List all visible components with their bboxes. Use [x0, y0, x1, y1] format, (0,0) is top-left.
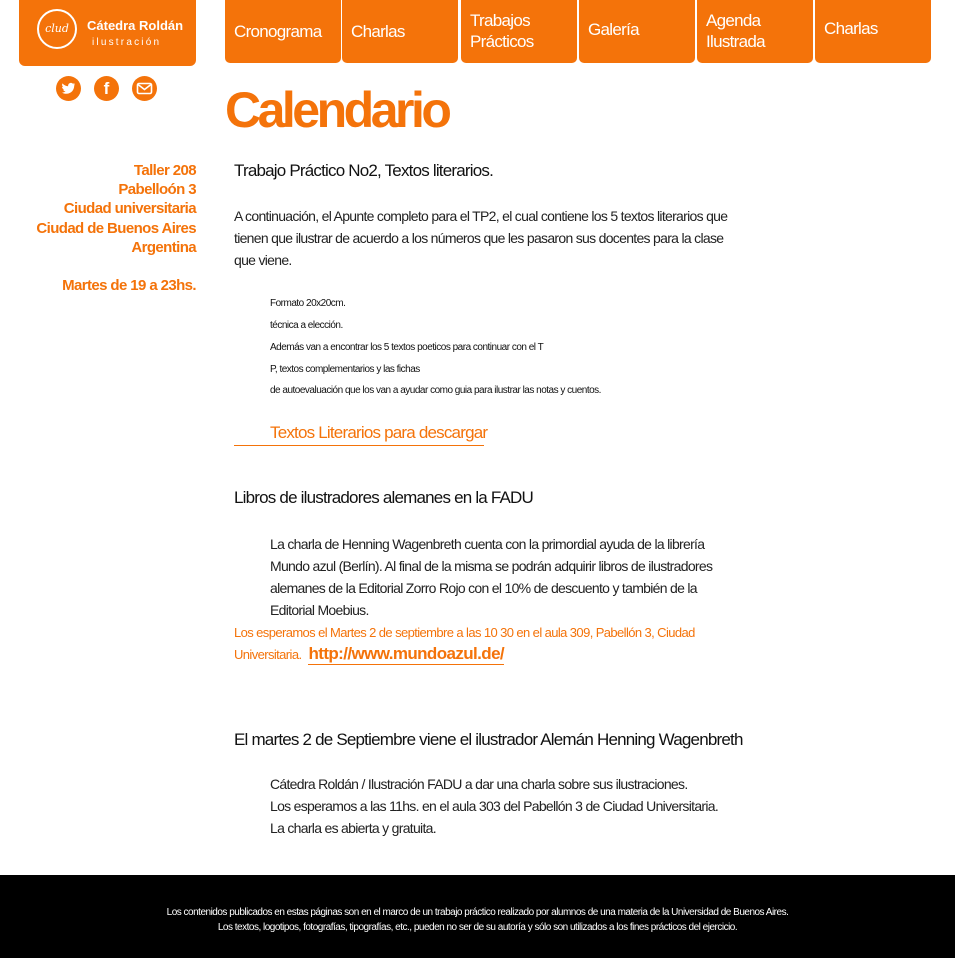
twitter-icon[interactable] [56, 76, 81, 101]
post-line: Los esperamos a las 11hs. en el aula 303 del Pabellón 3 de Ciudad Universitaria. [270, 798, 719, 814]
address-line: Taller 208 [133, 162, 196, 179]
tab-label: Agenda Ilustrada [706, 11, 765, 51]
page-title: Calendario [225, 82, 449, 138]
post-body: La charla de Henning Wagenbreth cuenta con la primordial ayuda de la librería Mundo azul (Berlín). Al final de la misma se podrán adquirir libros de ilustradores alemanes de la Editorial Zorro Rojo con el 10% de descuento y también de la Editorial Moebius. [270, 536, 713, 618]
address-line: Ciudad universitaria [63, 200, 196, 217]
post-line: La charla es abierta y gratuita. [270, 820, 436, 836]
tab-label: Charlas [824, 19, 878, 38]
footer-line: Los textos, logotipos, fotografías, tipografías, etc., pueden no ser de su autoría y sólo son utilizados a los fines prácticos del ejercicio. [217, 922, 738, 933]
post-body: A continuación, el Apunte completo para el TP2, el cual contiene los 5 textos literarios que tienen que ilustrar de acuerdo a los números que les pasaron sus docentes para la clase que viene. [234, 208, 728, 268]
post-title: El martes 2 de Septiembre viene el ilustrador Alemán Henning Wagenbreth [234, 730, 743, 749]
post-detail: Además van a encontrar los 5 textos poeticos para continuar con el T [270, 342, 544, 353]
tab-label: Galería [588, 20, 639, 39]
address-line: Argentina [131, 239, 196, 256]
post-note [234, 622, 729, 665]
post-detail: P, textos complementarios y las fichas [270, 364, 420, 375]
post-detail: de autoevaluación que los van a ayudar como guia para ilustrar las notas y cuentos. [270, 385, 601, 396]
logo-monogram: clud [37, 9, 77, 49]
brand-logo[interactable] [19, 0, 196, 66]
brand-title: Cátedra Roldán [87, 18, 184, 33]
mail-icon[interactable] [132, 76, 157, 101]
note-text: Los esperamos el Martes 2 de septiembre a las 10 30 en el aula 309, Pabellón 3, Ciudad Universitaria. [234, 625, 695, 662]
download-link[interactable]: Textos Literarios para descargar [234, 423, 484, 446]
tab-label: Charlas [351, 22, 405, 41]
post-title: Libros de ilustradores alemanes en la FADU [234, 488, 534, 507]
post-title: Trabajo Práctico No2, Textos literarios. [234, 161, 494, 180]
tab-label: Trabajos Prácticos [470, 11, 534, 51]
post-line: Cátedra Roldán / Ilustración FADU a dar una charla sobre sus ilustraciones. [270, 776, 688, 792]
tab-trabajos-practicos[interactable] [461, 0, 577, 63]
external-link[interactable]: http://www.mundoazul.de/ [308, 644, 505, 663]
tab-galeria[interactable] [579, 0, 695, 63]
address-line: Pabelloón 3 [118, 181, 196, 198]
address-line: Ciudad de Buenos Aires [36, 220, 196, 237]
tab-label: Cronograma [234, 22, 322, 41]
tab-cronograma[interactable] [225, 0, 341, 63]
schedule-text: Martes de 19 a 23hs. [62, 277, 196, 294]
tab-agenda-ilustrada[interactable] [697, 0, 813, 63]
footer-line: Los contenidos publicados en estas páginas son en el marco de un trabajo práctico realizado por alumnos de una materia de la Universidad de Buenos Aires. [166, 907, 789, 918]
tab-charlas[interactable] [342, 0, 458, 63]
post-detail: técnica a elección. [270, 320, 343, 331]
post-detail: Formato 20x20cm. [270, 298, 346, 309]
tab-charlas-2[interactable] [815, 0, 931, 63]
brand-subtitle: ilustración [92, 37, 162, 48]
footer [0, 875, 955, 958]
facebook-icon[interactable]: f [94, 76, 119, 101]
